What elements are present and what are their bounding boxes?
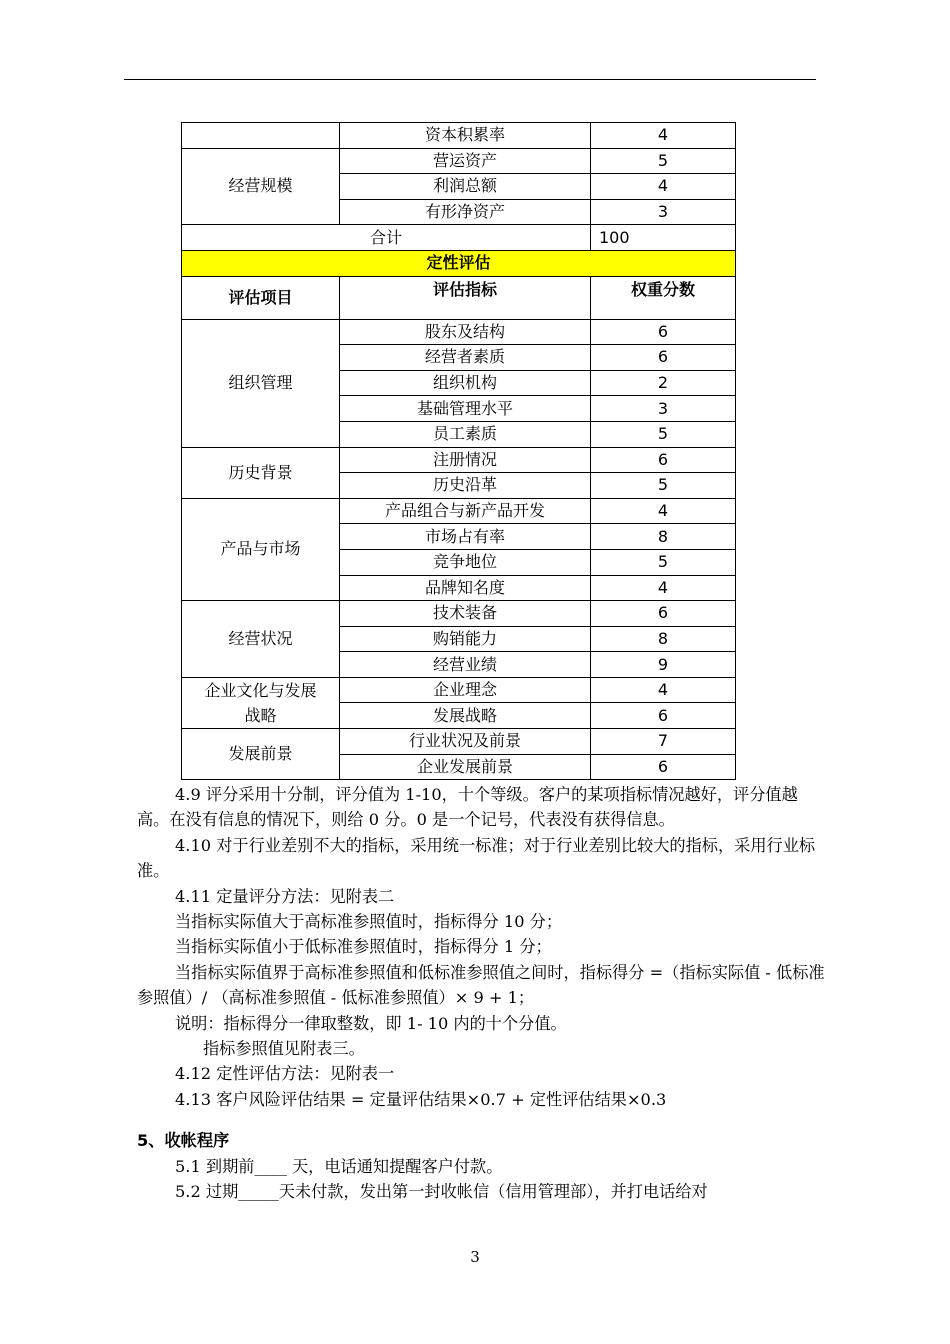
paragraph-5-1: 5.1 到期前____ 天，电话通知提醒客户付款。 [175, 1156, 503, 1176]
body-text [137, 782, 827, 1205]
indicator-cell: 资本积累率 [340, 123, 591, 149]
total-label: 合计 [182, 225, 591, 251]
weight-cell: 4 [591, 575, 736, 601]
weight-cell: 8 [591, 626, 736, 652]
category-cell: 发展前景 [182, 729, 340, 780]
total-row [182, 225, 736, 251]
category-cell: 产品与市场 [182, 498, 340, 600]
table-row [182, 123, 736, 149]
paragraph-4-12: 4.12 定性评估方法：见附表一 [175, 1064, 395, 1084]
indicator-cell: 组织机构 [340, 370, 591, 396]
weight-cell: 8 [591, 524, 736, 550]
table-row [182, 447, 736, 473]
weight-cell: 6 [591, 319, 736, 345]
indicator-cell: 企业理念 [340, 677, 591, 703]
weight-cell: 6 [591, 447, 736, 473]
table-row [182, 729, 736, 755]
weight-cell: 2 [591, 370, 736, 396]
weight-cell: 3 [591, 396, 736, 422]
indicator-cell: 经营者素质 [340, 345, 591, 371]
indicator-cell: 竞争地位 [340, 549, 591, 575]
page-number: 3 [470, 1248, 480, 1266]
weight-cell: 4 [591, 174, 736, 200]
table-row [182, 319, 736, 345]
indicator-cell: 企业发展前景 [340, 754, 591, 780]
indicator-cell: 购销能力 [340, 626, 591, 652]
category-cell [182, 677, 340, 728]
paragraph-4-10: 4.10 对于行业差别不大的指标，采用统一标准；对于行业差别比较大的指标，采用行业标准。 [137, 835, 816, 881]
weight-cell: 3 [591, 199, 736, 225]
header-row [182, 276, 736, 319]
total-value: 100 [591, 225, 736, 251]
category-cell: 经营规模 [182, 148, 340, 225]
indicator-cell: 注册情况 [340, 447, 591, 473]
weight-cell: 6 [591, 754, 736, 780]
section-heading-5: 5、收帐程序 [137, 1131, 230, 1151]
table-row [182, 601, 736, 627]
indicator-cell: 历史沿革 [340, 473, 591, 499]
indicator-cell: 技术装备 [340, 601, 591, 627]
table-row [182, 498, 736, 524]
indicator-cell: 有形净资产 [340, 199, 591, 225]
weight-cell: 4 [591, 498, 736, 524]
weight-cell: 4 [591, 123, 736, 149]
scoring-rule-between: 当指标实际值界于高标准参照值和低标准参照值之间时，指标得分 =（指标实际值 - 低标准参照值）/ （高标准参照值 - 低标准参照值）× 9 + 1； [137, 962, 825, 1008]
indicator-cell: 员工素质 [340, 421, 591, 447]
indicator-cell: 营运资产 [340, 148, 591, 174]
indicator-cell: 产品组合与新产品开发 [340, 498, 591, 524]
indicator-cell: 行业状况及前景 [340, 729, 591, 755]
indicator-cell: 品牌知名度 [340, 575, 591, 601]
scoring-rule-low: 当指标实际值小于低标准参照值时，指标得分 1 分； [175, 937, 552, 957]
category-cell: 组织管理 [182, 319, 340, 447]
table-row [182, 148, 736, 174]
header-indicator: 评估指标 [340, 276, 591, 319]
table-row [182, 677, 736, 703]
weight-cell: 6 [591, 345, 736, 371]
scoring-rule-high: 当指标实际值大于高标准参照值时，指标得分 10 分； [175, 912, 563, 932]
indicator-cell: 经营业绩 [340, 652, 591, 678]
paragraph-4-9: 4.9 评分采用十分制，评分值为 1-10，十个等级。客户的某项指标情况越好，评分值越高。在没有信息的情况下，则给 0 分。0 是一个记号，代表没有获得信息。 [137, 785, 798, 830]
paragraph-5-2: 5.2 过期_____天未付款，发出第一封收帐信（信用管理部），并打电话给对 [175, 1182, 708, 1202]
category-line: 企业文化与发展 [204, 680, 317, 700]
indicator-cell: 利润总额 [340, 174, 591, 200]
note-reference: 指标参照值见附表三。 [203, 1039, 365, 1059]
indicator-cell: 市场占有率 [340, 524, 591, 550]
weight-cell: 5 [591, 421, 736, 447]
header-rule [124, 79, 816, 80]
weight-cell: 6 [591, 601, 736, 627]
category-cell: 历史背景 [182, 447, 340, 498]
indicator-cell: 股东及结构 [340, 319, 591, 345]
indicator-cell: 基础管理水平 [340, 396, 591, 422]
weight-cell: 5 [591, 473, 736, 499]
weight-cell: 6 [591, 703, 736, 729]
evaluation-table [181, 122, 736, 780]
category-line: 战略 [244, 705, 277, 725]
note-integer: 说明：指标得分一律取整数，即 1- 10 内的十个分值。 [175, 1013, 567, 1033]
weight-cell: 9 [591, 652, 736, 678]
section-row [182, 250, 736, 276]
weight-cell: 4 [591, 677, 736, 703]
indicator-cell: 发展战略 [340, 703, 591, 729]
paragraph-4-13: 4.13 客户风险评估结果 = 定量评估结果×0.7 + 定性评估结果×0.3 [175, 1089, 667, 1109]
category-cell: 经营状况 [182, 601, 340, 678]
weight-cell: 7 [591, 729, 736, 755]
header-item: 评估项目 [182, 276, 340, 319]
weight-cell: 5 [591, 148, 736, 174]
paragraph-4-11: 4.11 定量评分方法：见附表二 [175, 886, 395, 906]
category-cell [182, 123, 340, 149]
header-weight: 权重分数 [591, 276, 736, 319]
weight-cell: 5 [591, 549, 736, 575]
section-title: 定性评估 [182, 250, 736, 276]
